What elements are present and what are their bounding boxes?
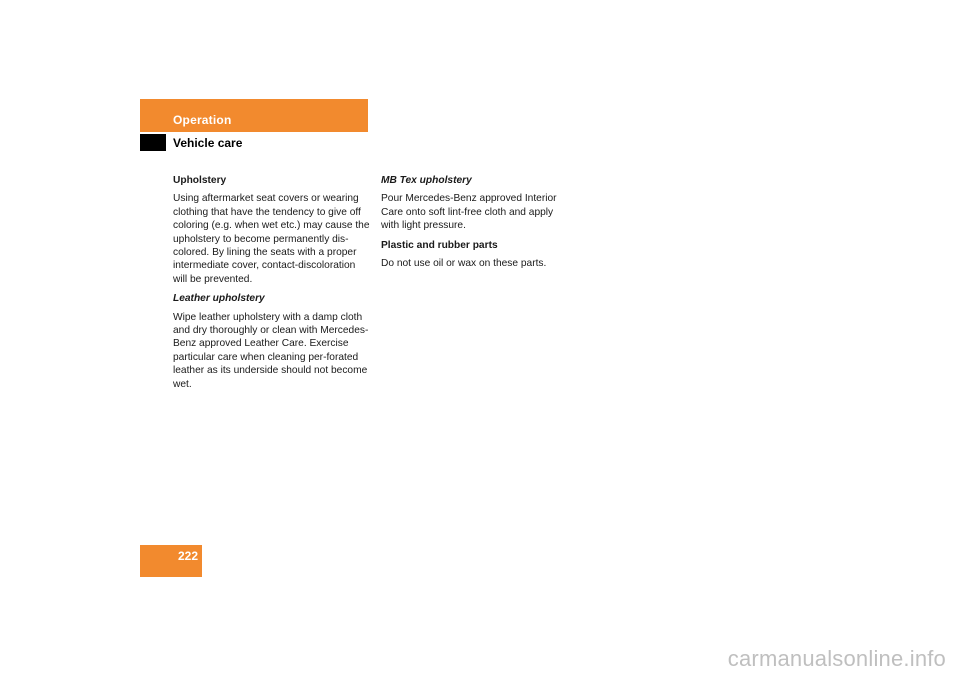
right-column [381,174,571,276]
mbtex-text: Pour Mercedes-Benz approved Interior Care onto soft lint-free cloth and apply with light pressure. [381,193,557,232]
subsection-marker [140,134,166,151]
mbtex-heading: MB Tex upholstery [381,175,472,186]
upholstery-heading: Upholstery [173,175,227,186]
page-number: 222 [177,549,198,563]
plastic-rubber-heading: Plastic and rubber parts [381,239,498,251]
section-title: Operation [173,113,232,127]
plastic-rubber-text: Do not use oil or wax on these parts. [381,258,547,270]
left-column [173,174,371,397]
upholstery-text: Using aftermarket seat covers or wearing clothing that have the tendency to give off coloring (e.g. when wet etc.) may cause the upholstery to become permanently dis-colored. By lining the seats with a proper intermediate cover, contact-discoloration will be prevented. [173,193,370,285]
leather-upholstery-heading: Leather upholstery [173,293,265,305]
subsection-title: Vehicle care [173,136,243,150]
watermark-text: carmanualsonline.info [727,646,946,671]
leather-upholstery-text: Wipe leather upholstery with a damp cloth and dry thoroughly or clean with Mercedes-Benz approved Leather Care. Exercise particular care when cleaning per-forated leather as its underside should not become wet. [173,311,369,390]
